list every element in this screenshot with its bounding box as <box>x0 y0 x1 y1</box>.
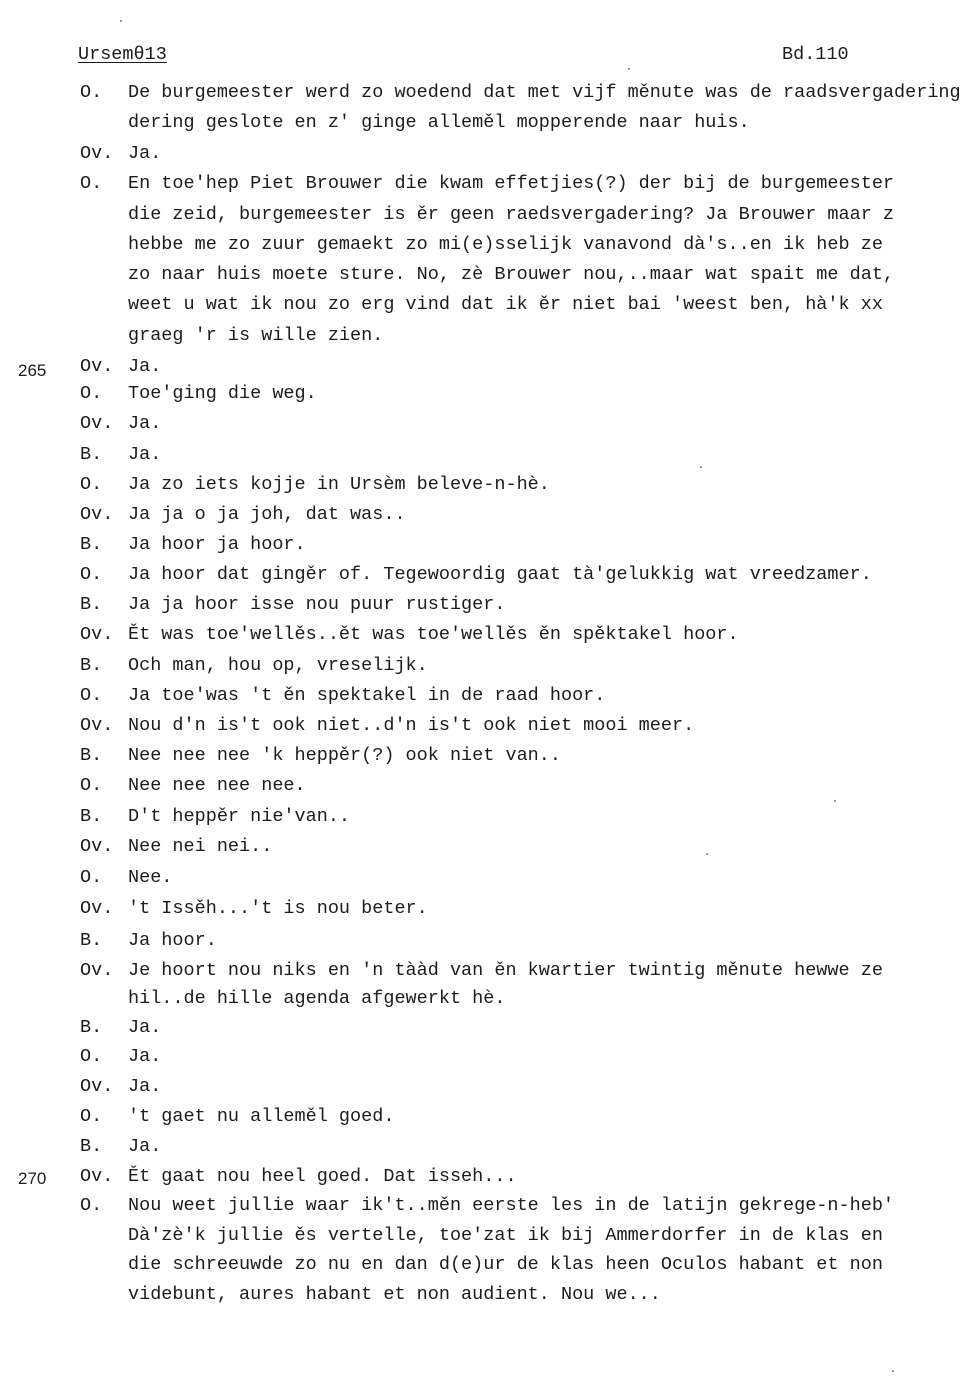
utterance-text: dering geslote en z' ginge alleměl mopperende naar huis. <box>128 112 750 133</box>
line-number-270: 270 <box>18 1169 47 1188</box>
transcript-line <box>0 534 973 562</box>
speaker-label: B. <box>80 1017 103 1038</box>
transcript-line <box>0 898 973 926</box>
speck <box>700 466 702 468</box>
transcript-line <box>0 1284 973 1312</box>
speaker-label: Ov. <box>80 1166 114 1187</box>
transcript-line <box>0 143 973 171</box>
utterance-text: Ja. <box>128 1046 162 1067</box>
utterance-text: Ja hoor dat gingěr of. Tegewoordig gaat tà'gelukkig wat vreedzamer. <box>128 564 872 585</box>
utterance-text: Je hoort nou niks en 'n tààd van ěn kwartier twintig měnute hewwe ze <box>128 960 883 981</box>
utterance-text: Nou d'n is't ook niet..d'n is't ook niet mooi meer. <box>128 715 695 736</box>
transcript-line <box>0 1017 973 1045</box>
speaker-label: B. <box>80 594 103 615</box>
utterance-text: Nee. <box>128 867 173 888</box>
utterance-text: zo naar huis moete sture. No, zè Brouwer nou,..maar wat spait me dat, <box>128 264 895 285</box>
transcript-line <box>0 960 973 988</box>
speaker-label: B. <box>80 930 103 951</box>
utterance-text: Ja zo iets kojje in Ursèm beleve-n-hè. <box>128 474 550 495</box>
speaker-label: O. <box>80 685 103 706</box>
transcript-line <box>0 1106 973 1134</box>
utterance-text: Ja. <box>128 1017 162 1038</box>
speaker-label: O. <box>80 1046 103 1067</box>
utterance-text: die zeid, burgemeester is ěr geen raedsvergadering? Ja Brouwer maar z <box>128 204 895 225</box>
utterance-text: Ja. <box>128 444 162 465</box>
transcript-line <box>0 173 973 201</box>
utterance-text: Ja. <box>128 143 162 164</box>
utterance-text: Dà'zè'k jullie ěs vertelle, toe'zat ik bij Ammerdorfer in de klas en <box>128 1225 883 1246</box>
speaker-label: Ov. <box>80 836 114 857</box>
transcript-line <box>0 624 973 652</box>
line-number-265: 265 <box>18 361 47 380</box>
speck <box>834 800 836 802</box>
speaker-label: Ov. <box>80 715 114 736</box>
speaker-label: B. <box>80 1136 103 1157</box>
speaker-label: B. <box>80 745 103 766</box>
header-title: Ursemθ13 <box>78 44 167 65</box>
utterance-text: Ja. <box>128 413 162 434</box>
transcript-line <box>0 1136 973 1164</box>
utterance-text: Ja hoor ja hoor. <box>128 534 306 555</box>
utterance-text: videbunt, aures habant et non audient. Nou we... <box>128 1284 661 1305</box>
transcript-line <box>0 1225 973 1253</box>
utterance-text: Ět was toe'wellěs..ět was toe'wellěs ěn spěktakel hoor. <box>128 624 739 645</box>
utterance-text: weet u wat ik nou zo erg vind dat ik ěr niet bai 'weest ben, hà'k xx <box>128 294 883 315</box>
transcript-line <box>0 1076 973 1104</box>
speaker-label: O. <box>80 1195 103 1216</box>
speaker-label: O. <box>80 1106 103 1127</box>
speaker-label: Ov. <box>80 624 114 645</box>
speaker-label: O. <box>80 383 103 404</box>
transcript-line <box>0 294 973 322</box>
utterance-text: 't Issěh...'t is nou beter. <box>128 898 428 919</box>
speaker-label: O. <box>80 867 103 888</box>
speaker-label: Ov. <box>80 504 114 525</box>
speaker-label: O. <box>80 173 103 194</box>
speaker-label: Ov. <box>80 356 114 377</box>
speaker-label: O. <box>80 82 103 103</box>
utterance-text: D't heppěr nie'van.. <box>128 806 351 827</box>
transcript-line <box>0 474 973 502</box>
utterance-text: En toe'hep Piet Brouwer die kwam effetjies(?) der bij de burgemeester <box>128 173 895 194</box>
transcript-line <box>0 413 973 441</box>
transcript-line <box>0 1046 973 1074</box>
transcript-line <box>0 504 973 532</box>
utterance-text: hebbe me zo zuur gemaekt zo mi(e)sselijk vanavond dà's..en ik heb ze <box>128 234 883 255</box>
speaker-label: Ov. <box>80 143 114 164</box>
transcript-line <box>0 1254 973 1282</box>
speck <box>706 853 708 855</box>
utterance-text: Nee nee nee 'k heppěr(?) ook niet van.. <box>128 745 561 766</box>
speaker-label: Ov. <box>80 898 114 919</box>
speaker-label: B. <box>80 806 103 827</box>
utterance-text: die schreeuwde zo nu en dan d(e)ur de klas heen Oculos habant et non <box>128 1254 883 1275</box>
speaker-label: Ov. <box>80 960 114 981</box>
speaker-label: Ov. <box>80 1076 114 1097</box>
speaker-label: B. <box>80 444 103 465</box>
speck <box>628 68 630 70</box>
transcript-line <box>0 655 973 683</box>
transcript-line <box>0 204 973 232</box>
transcript-line <box>0 988 973 1016</box>
transcript-line <box>0 234 973 262</box>
transcript-line <box>0 836 973 864</box>
utterance-text: hil..de hille agenda afgewerkt hè. <box>128 988 506 1009</box>
transcript-line <box>0 82 973 110</box>
transcript-line <box>0 775 973 803</box>
transcript-line <box>0 325 973 353</box>
transcript-line <box>0 1166 973 1194</box>
transcript-line <box>0 1195 973 1223</box>
transcript-line <box>0 930 973 958</box>
speaker-label: B. <box>80 534 103 555</box>
transcript-line <box>0 715 973 743</box>
speaker-label: O. <box>80 775 103 796</box>
speaker-label: O. <box>80 564 103 585</box>
utterance-text: De burgemeester werd zo woedend dat met vijf měnute was de raadsvergadering <box>128 82 961 103</box>
transcript-line <box>0 264 973 292</box>
speck <box>892 1370 894 1372</box>
transcript-line <box>0 685 973 713</box>
utterance-text: Nee nei nei.. <box>128 836 273 857</box>
utterance-text: Ja. <box>128 1076 162 1097</box>
utterance-text: Ja toe'was 't ěn spektakel in de raad hoor. <box>128 685 606 706</box>
utterance-text: Och man, hou op, vreselijk. <box>128 655 428 676</box>
utterance-text: Ja ja hoor isse nou puur rustiger. <box>128 594 506 615</box>
utterance-text: 't gaet nu alleměl goed. <box>128 1106 395 1127</box>
utterance-text: Nee nee nee nee. <box>128 775 306 796</box>
speaker-label: Ov. <box>80 413 114 434</box>
header-page-number: Bd.110 <box>782 44 849 65</box>
utterance-text: Ja. <box>128 1136 162 1157</box>
utterance-text: Ja hoor. <box>128 930 217 951</box>
utterance-text: Ja ja o ja joh, dat was.. <box>128 504 406 525</box>
utterance-text: Ja. <box>128 356 162 377</box>
transcript-line <box>0 564 973 592</box>
utterance-text: Nou weet jullie waar ik't..měn eerste les in de latijn gekrege-n-heb' <box>128 1195 895 1216</box>
speaker-label: O. <box>80 474 103 495</box>
utterance-text: Ět gaat nou heel goed. Dat isseh... <box>128 1166 517 1187</box>
transcript-line <box>0 112 973 140</box>
transcript-line <box>0 867 973 895</box>
transcript-line <box>0 806 973 834</box>
utterance-text: graeg 'r is wille zien. <box>128 325 384 346</box>
transcript-line <box>0 356 973 384</box>
transcript-line <box>0 594 973 622</box>
transcript-line <box>0 444 973 472</box>
speck <box>120 20 122 22</box>
utterance-text: Toe'ging die weg. <box>128 383 317 404</box>
transcript-line <box>0 745 973 773</box>
speaker-label: B. <box>80 655 103 676</box>
transcript-line <box>0 383 973 411</box>
